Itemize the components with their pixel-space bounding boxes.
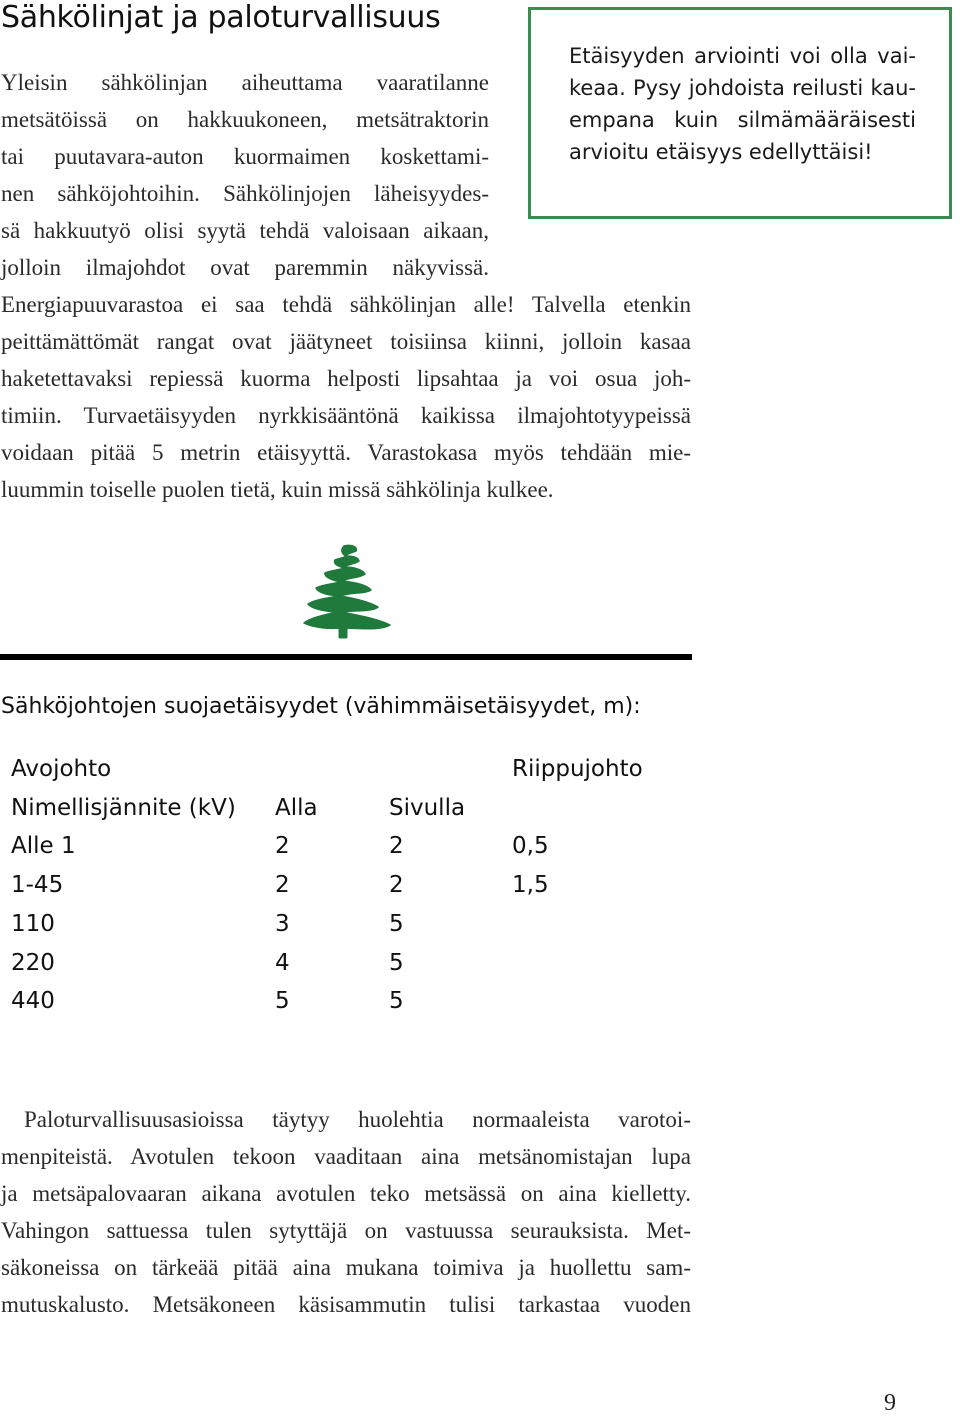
page-number: 9	[884, 1390, 896, 1416]
table-cell: 5	[389, 911, 404, 937]
para-line: peittämättömät rangat ovat jäätyneet toisiinsa kiinni, jolloin kasaa	[1, 329, 691, 354]
spruce-tree-icon	[300, 543, 396, 639]
callout-line: Etäisyyden arviointi voi olla vai-	[569, 44, 916, 68]
table-cell: 220	[11, 950, 55, 976]
table-cell: 110	[11, 911, 55, 937]
table-heading: Sähköjohtojen suojaetäisyydet (vähimmäisetäisyydet, m):	[1, 694, 641, 719]
intro-line: tai puutavara-auton kuormaimen koskettami-	[1, 144, 489, 169]
table-cell: 2	[275, 872, 290, 898]
intro-line: nen sähköjohtoihin. Sähkölinjojen läheisyydes-	[1, 181, 489, 206]
table-cell: 2	[389, 833, 404, 859]
para-line: luummin toiselle puolen tietä, kuin missä sähkölinja kulkee.	[1, 477, 554, 502]
callout-line: keaa. Pysy johdoista reilusti kau-	[569, 76, 916, 100]
para-line: Energiapuuvarastoa ei saa tehdä sähkölinjan alle! Talvella etenkin	[1, 292, 691, 317]
intro-line: Yleisin sähkölinjan aiheuttama vaaratilanne	[1, 70, 489, 95]
para-line: ja metsäpalovaaran aikana avotulen teko metsässä on aina kielletty.	[1, 1181, 691, 1206]
intro-line: sä hakkuutyö olisi syytä tehdä valoisaan aikaan,	[1, 218, 489, 243]
callout-line: arvioitu etäisyys edellyttäisi!	[569, 140, 873, 164]
table-cell: 2	[275, 833, 290, 859]
table-cell: 0,5	[512, 833, 549, 859]
table-cell: 1,5	[512, 872, 549, 898]
table-cell: 5	[389, 988, 404, 1014]
page-title: Sähkölinjat ja paloturvallisuus	[1, 0, 441, 35]
para-line: mutuskalusto. Metsäkoneen käsisammutin tulisi tarkastaa vuoden	[1, 1292, 691, 1317]
para-line: Paloturvallisuusasioissa täytyy huolehtia normaaleista varotoi-	[24, 1107, 691, 1132]
para-line: menpiteistä. Avotulen tekoon vaaditaan aina metsänomistajan lupa	[1, 1144, 691, 1169]
table-cell: 5	[275, 988, 290, 1014]
callout-line: empana kuin silmämääräisesti	[569, 108, 916, 132]
section-divider	[0, 654, 692, 660]
table-cell: 1-45	[11, 872, 64, 898]
warning-callout-box	[528, 7, 952, 219]
para-line: säkoneissa on tärkeää pitää aina mukana toimiva ja huollettu sam-	[1, 1255, 691, 1280]
table-column-header: Sivulla	[389, 795, 466, 821]
para-line: haketettavaksi repiessä kuorma helposti lipsahtaa ja voi osua joh-	[1, 366, 691, 391]
para-line: Vahingon sattuessa tulen sytyttäjä on vastuussa seurauksista. Met-	[1, 1218, 691, 1243]
intro-line: metsätöissä on hakkuukoneen, metsätraktorin	[1, 107, 489, 132]
table-cell: 440	[11, 988, 55, 1014]
para-line: timiin. Turvaetäisyyden nyrkkisääntönä kaikissa ilmajohtotyypeissä	[1, 403, 691, 428]
table-cell: 3	[275, 911, 290, 937]
table-group-header-riippujohto: Riippujohto	[512, 756, 643, 782]
para-line: voidaan pitää 5 metrin etäisyyttä. Varastokasa myös tehdään mie-	[1, 440, 691, 465]
table-cell: 2	[389, 872, 404, 898]
table-cell: 4	[275, 950, 290, 976]
table-cell: Alle 1	[11, 833, 76, 859]
table-group-header-avojohto: Avojohto	[11, 756, 112, 782]
table-column-header: Nimellisjännite (kV)	[11, 795, 236, 821]
table-column-header: Alla	[275, 795, 318, 821]
table-cell: 5	[389, 950, 404, 976]
intro-line: jolloin ilmajohdot ovat paremmin näkyvissä.	[1, 255, 489, 280]
